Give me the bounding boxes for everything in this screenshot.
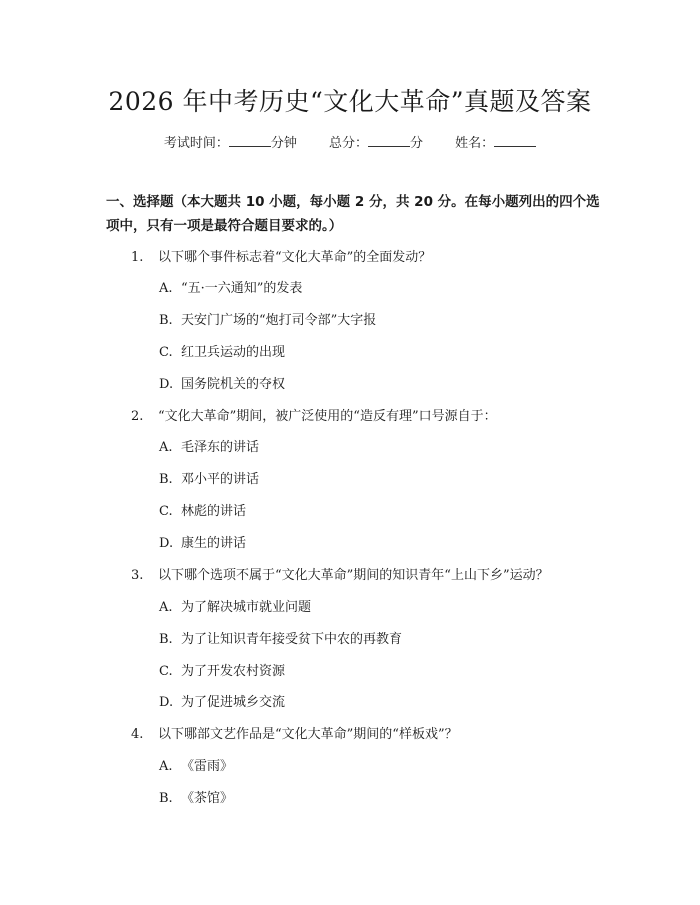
question-number: 3. [131,568,144,583]
question-1 [131,246,431,265]
option-text: 《茶馆》 [181,791,234,806]
option [159,532,246,551]
score-field [329,136,427,151]
option [159,660,285,679]
option-text: 为了解决城市就业问题 [181,600,312,615]
option-letter: B. [159,472,173,487]
question-text: 以下哪个选项不属于“文化大革命”期间的知识青年“上山下乡”运动？ [158,568,549,583]
time-label: 考试时间： [163,136,229,151]
time-field [164,136,301,151]
option-letter: C. [159,345,173,360]
option-letter: B. [159,313,173,328]
name-label: 姓名： [455,136,495,151]
option [159,373,285,392]
option-text: 国务院机关的夺权 [181,377,286,392]
option-letter: A. [159,440,173,455]
option-text: 为了促进城乡交流 [181,695,286,710]
option [159,309,376,328]
page-title: 2026 年中考历史“文化大革命”真题及答案 [108,87,592,116]
option [159,277,302,296]
option [159,755,233,774]
option-letter: B. [159,791,173,806]
question-text: 以下哪部文艺作品是“文化大革命”期间的“样板戏”？ [158,727,458,742]
option-text: 天安门广场的“炮打司令部”大字报 [181,313,377,328]
option-text: 林彪的讲话 [181,504,247,519]
option-text: 为了让知识青年接受贫下中农的再教育 [181,632,403,647]
option-letter: C. [159,504,173,519]
question-3 [131,564,549,583]
name-field [455,136,536,151]
option-text: 为了开发农村资源 [181,664,286,679]
question-4 [131,723,458,742]
option-text: 《雷雨》 [181,759,234,774]
option [159,787,233,806]
option-letter: D. [159,377,174,392]
option-letter: A. [159,281,173,296]
option-letter: A. [159,600,173,615]
option [159,628,402,647]
score-unit: 分 [410,136,424,151]
option [159,468,259,487]
option [159,500,246,519]
option-letter: D. [159,536,174,551]
question-text: 以下哪个事件标志着“文化大革命”的全面发动？ [158,250,432,265]
option-letter: C. [159,664,173,679]
question-number: 4. [131,727,144,742]
option [159,596,311,615]
option [159,341,285,360]
option-text: 康生的讲话 [181,536,247,551]
exam-meta [0,132,700,151]
option-letter: B. [159,632,173,647]
section-header: 一、选择题（本大题共 10 小题，每小题 2 分，共 20 分。在每小题列出的四个选项中，只有一项是最符合题目要求的。） [106,194,600,234]
option [159,691,285,710]
option [159,436,259,455]
option-text: 毛泽东的讲话 [181,440,260,455]
option-text: “五·一六通知”的发表 [181,281,303,296]
time-unit: 分钟 [270,136,297,151]
score-label: 总分： [328,136,368,151]
option-letter: A. [159,759,173,774]
option-letter: D. [159,695,174,710]
question-text: “文化大革命”期间，被广泛使用的“造反有理”口号源自于： [158,409,497,424]
name-blank [494,134,536,147]
question-number: 2. [131,409,144,424]
question-2 [131,405,497,424]
option-text: 红卫兵运动的出现 [181,345,286,360]
option-text: 邓小平的讲话 [181,472,260,487]
score-blank [368,134,410,147]
question-number: 1. [131,250,144,265]
time-blank [229,134,271,147]
